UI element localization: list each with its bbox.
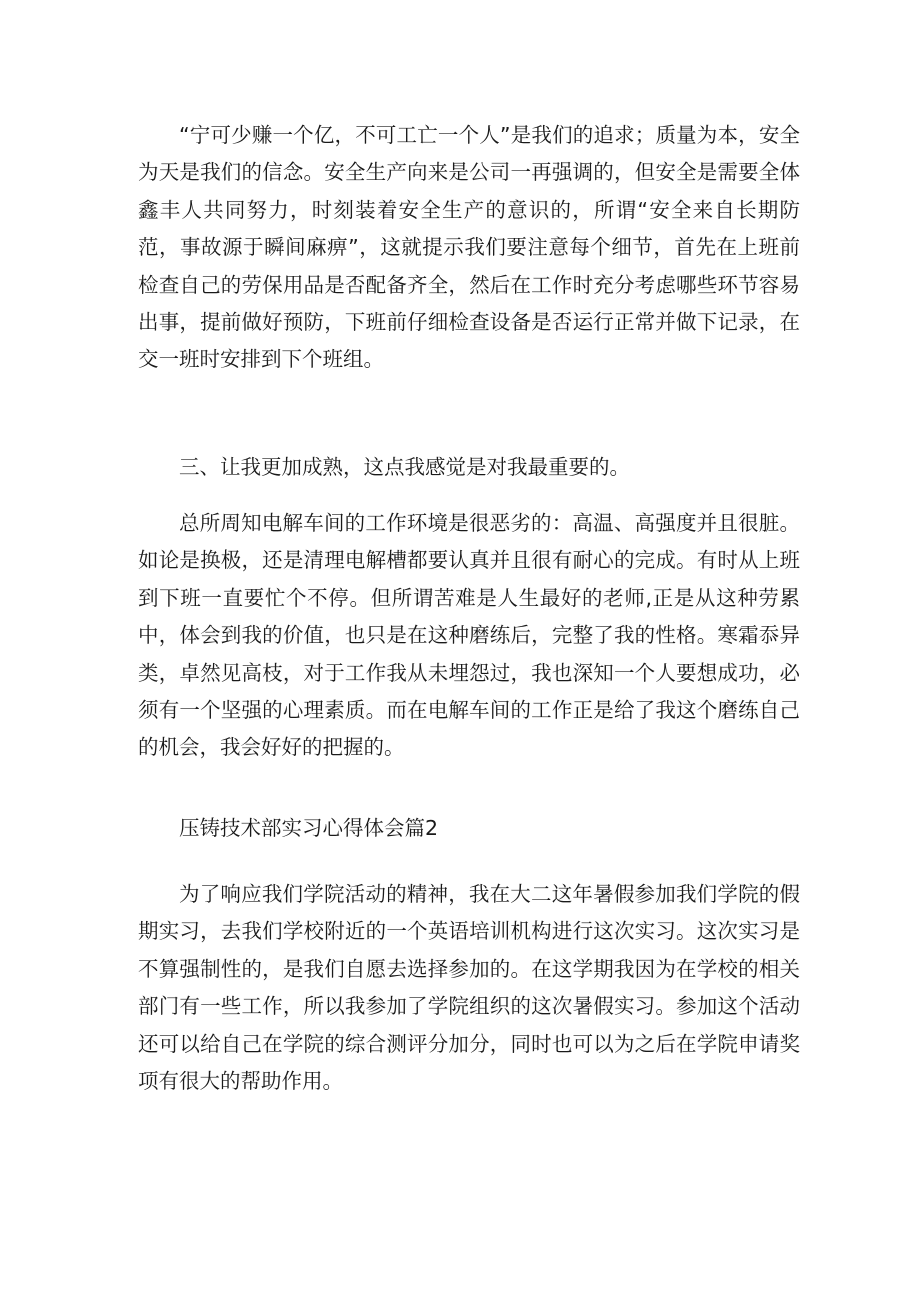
paragraph-workshop	[138, 505, 800, 767]
paragraph-text: “宁可少赚一个亿，不可工亡一个人”是我们的追求；质量为本，安全为天是我们的信念。安全生产向来是公司一再强调的，但安全是需要全体鑫丰人共同努力，时刻装着安全生产的意识的，所谓“安全来自长期防范，事故源于瞬间麻痹”，这就提示我们要注意每个细节，首先在上班前检查自己的劳保用品是否配备齐全，然后在工作时充分考虑哪些环节容易出事，提前做好预防，下班前仔细检查设备是否运行正常并做下记录，在交一班时安排到下个班组。	[138, 123, 800, 372]
paragraph-text: 三、让我更加成熟，这点我感觉是对我最重要的。	[179, 455, 630, 479]
paragraph-text: 总所周知电解车间的工作环境是很恶劣的：高温、高强度并且很脏。如论是换极，还是清理电解槽都要认真并且很有耐心的完成。有时从上班到下班一直要忙个不停。但所谓苦难是人生最好的老师,正是从这种劳累中，体会到我的价值，也只是在这种磨练后，完整了我的性格。寒霜忝异类，卓然见高枝，对于工作我从未埋怨过，我也深知一个人要想成功，必须有一个坚强的心理素质。而在电解车间的工作正是给了我这个磨练自己的机会，我会好好的把握的。	[138, 511, 800, 760]
paragraph-internship	[138, 876, 800, 1100]
paragraph-safety	[138, 117, 800, 379]
paragraph-text: 为了响应我们学院活动的精神，我在大二这年暑假参加我们学院的假期实习，去我们学校附近的一个英语培训机构进行这次实习。这次实习是不算强制性的，是我们自愿去选择参加的。在这学期我因为在学校的相关部门有一些工作，所以我参加了学院组织的这次暑假实习。参加这个活动还可以给自己在学院的综合测评分加分，同时也可以为之后在学院申请奖项有很大的帮助作用。	[138, 882, 800, 1094]
article-title	[138, 810, 800, 847]
section-heading-three	[138, 449, 800, 486]
paragraph-text: 压铸技术部实习心得体会篇2	[179, 816, 439, 840]
